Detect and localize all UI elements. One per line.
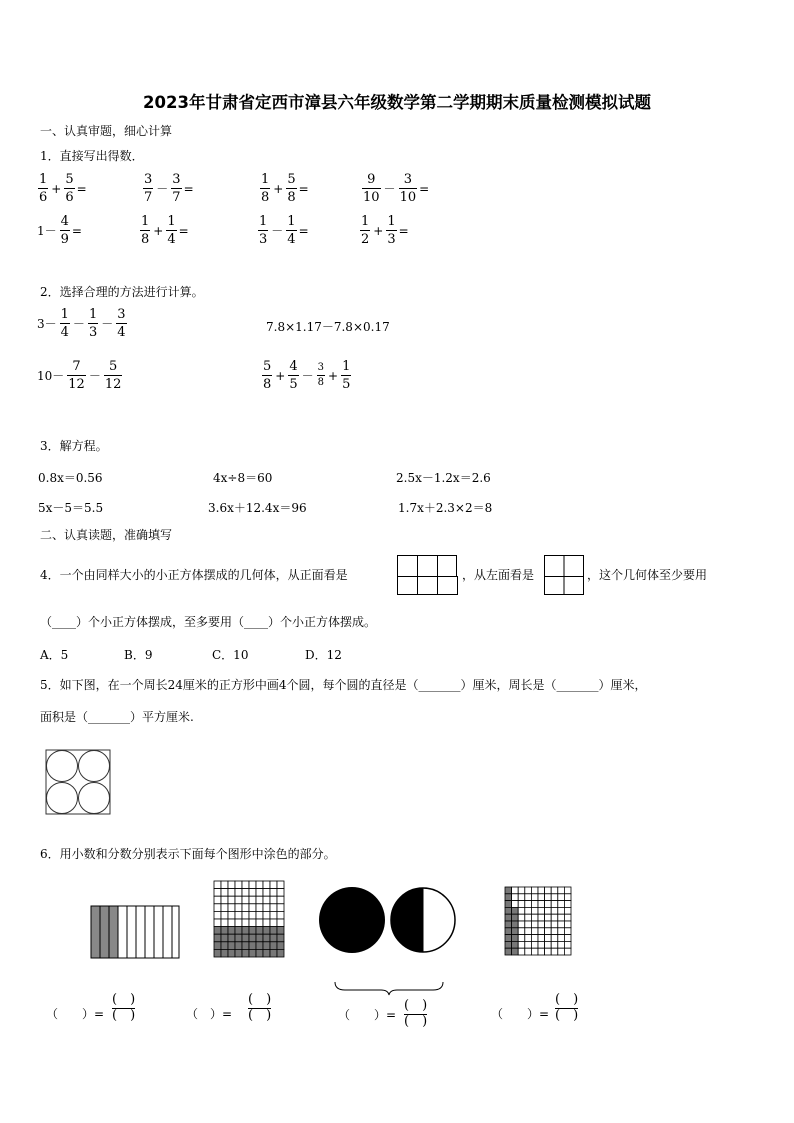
q3-eq-4: 5x－5＝5.5 — [38, 501, 104, 515]
fraction: $\frac{1}{8}$ — [141, 214, 150, 247]
q2-expr-4: $\frac{5}{8}$ + $\frac{4}{5}$ － $\frac{3}{8}$ + $\frac{1}{5}$ — [263, 359, 351, 392]
left-view-figure — [544, 555, 584, 595]
q1-row2-item-4: $\frac{1}{2}$ + $\frac{1}{3}$ = — [361, 214, 409, 247]
q6-label: 6．用小数和分数分别表示下面每个图形中涂色的部分。 — [40, 847, 336, 861]
q6-answer-1[interactable]: （ ）= — [46, 1007, 105, 1021]
q1-row2-item-3: $\frac{1}{3}$ － $\frac{1}{4}$ = — [259, 214, 309, 247]
fraction: $\frac{1}{8}$ — [261, 172, 270, 205]
q3-eq-3: 2.5x－1.2x＝2.6 — [396, 471, 491, 485]
fraction: $\frac{3}{10}$ — [399, 172, 417, 205]
q3-eq-2: 4x÷8＝60 — [213, 471, 273, 485]
figure-hundred-grid-2 — [504, 886, 572, 956]
q4-line-1a: 4．一个由同样大小的小正方体摆成的几何体，从正面看是 — [40, 568, 348, 582]
brace-figure — [333, 980, 445, 996]
q1-row1-item-2: $\frac{3}{7}$ － $\frac{3}{7}$ = — [144, 172, 194, 205]
fraction: $\frac{1}{3}$ — [259, 214, 268, 247]
fraction: $\frac{7}{12}$ — [68, 359, 85, 392]
q1-row1-item-4: $\frac{9}{10}$ － $\frac{3}{10}$ = — [363, 172, 430, 205]
q4-choice-d: D．12 — [305, 648, 342, 662]
fraction: $\frac{5}{6}$ — [65, 172, 74, 205]
q6-answer-3[interactable]: （ ）= — [338, 1008, 397, 1022]
fraction: $\frac{1}{2}$ — [361, 214, 370, 247]
q3-eq-6: 1.7x＋2.3×2＝8 — [398, 501, 493, 515]
q1-label: 1．直接写出得数． — [40, 149, 144, 163]
q4-choice-a: A．5 — [40, 648, 69, 662]
figure-black-circle — [317, 885, 387, 955]
q4-line-1c: ，这个几何体至少要用 — [587, 568, 708, 582]
square-with-four-circles — [45, 749, 111, 815]
q6-fraction-1[interactable]: ( ) ( ) — [112, 992, 136, 1023]
figure-hundred-grid-1 — [213, 880, 285, 958]
fraction: $\frac{3}{8}$ — [317, 362, 325, 388]
q1-row2-item-2: $\frac{1}{8}$ + $\frac{1}{4}$ = — [141, 214, 189, 247]
q6-answer-4[interactable]: （ ）= — [491, 1007, 550, 1021]
q3-eq-1: 0.8x＝0.56 — [38, 471, 103, 485]
q4-line-2: （____）个小正方体摆成，至多要用（____）个小正方体摆成。 — [40, 615, 377, 629]
q2-expr-2: 7.8×1.17－7.8×0.17 — [266, 320, 390, 334]
section-1-heading: 一、认真审题，细心计算 — [40, 124, 173, 138]
fraction: $\frac{1}{3}$ — [88, 307, 98, 340]
fraction: $\frac{5}{8}$ — [287, 172, 296, 205]
q3-label: 3．解方程。 — [40, 439, 108, 453]
q5-line-2: 面积是（_______）平方厘米. — [40, 710, 194, 724]
q2-label: 2．选择合理的方法进行计算。 — [40, 285, 204, 299]
fraction: $\frac{1}{6}$ — [39, 172, 48, 205]
front-view-bottom — [397, 555, 458, 595]
fraction: $\frac{1}{4}$ — [167, 214, 176, 247]
fraction: $\frac{1}{4}$ — [287, 214, 296, 247]
fraction: $\frac{1}{5}$ — [342, 359, 351, 392]
q6-fraction-4[interactable]: ( ) ( ) — [555, 992, 579, 1023]
q1-row1-item-1: $\frac{1}{6}$ + $\frac{5}{6}$ = — [39, 172, 87, 205]
fraction: $\frac{5}{8}$ — [263, 359, 272, 392]
fraction: $\frac{3}{7}$ — [172, 172, 181, 205]
q5-line-1: 5．如下图，在一个周长24厘米的正方形中画4个圆，每个圆的直径是（_______）厘米，周长是（_______）厘米， — [40, 678, 647, 692]
section-2-heading: 二、认真读题，准确填写 — [40, 528, 173, 542]
fraction: $\frac{9}{10}$ — [363, 172, 380, 205]
q4-choice-b: B．9 — [124, 648, 153, 662]
figure-bar-columns — [90, 905, 180, 959]
q3-eq-5: 3.6x＋12.4x＝96 — [208, 501, 307, 515]
q2-expr-1: 3－ $\frac{1}{4}$ － $\frac{1}{3}$ － $\frac{3}{4}$ — [37, 307, 126, 340]
q1-row2-item-1: 1－ $\frac{4}{9}$ = — [37, 214, 82, 247]
fraction: $\frac{1}{4}$ — [60, 307, 69, 340]
fraction: $\frac{3}{4}$ — [117, 307, 126, 340]
q6-fraction-2[interactable]: ( ) ( ) — [248, 992, 272, 1023]
q4-choice-c: C．10 — [212, 648, 249, 662]
page-title: 2023年甘肃省定西市漳县六年级数学第二学期期末质量检测模拟试题 — [143, 93, 651, 112]
q2-expr-3: 10－ $\frac{7}{12}$ － $\frac{5}{12}$ — [37, 359, 122, 392]
q1-row1-item-3: $\frac{1}{8}$ + $\frac{5}{8}$ = — [261, 172, 309, 205]
q6-fraction-3[interactable]: ( ) ( ) — [404, 998, 428, 1029]
q4-line-1b: ，从左面看是 — [462, 568, 535, 582]
fraction: $\frac{5}{12}$ — [104, 359, 122, 392]
fraction: $\frac{1}{3}$ — [387, 214, 396, 247]
q6-answer-2[interactable]: （ ）= — [186, 1007, 233, 1021]
fraction: $\frac{4}{9}$ — [60, 214, 69, 247]
figure-half-circle — [388, 885, 458, 955]
fraction: $\frac{3}{7}$ — [144, 172, 153, 205]
fraction: $\frac{4}{5}$ — [289, 359, 298, 392]
